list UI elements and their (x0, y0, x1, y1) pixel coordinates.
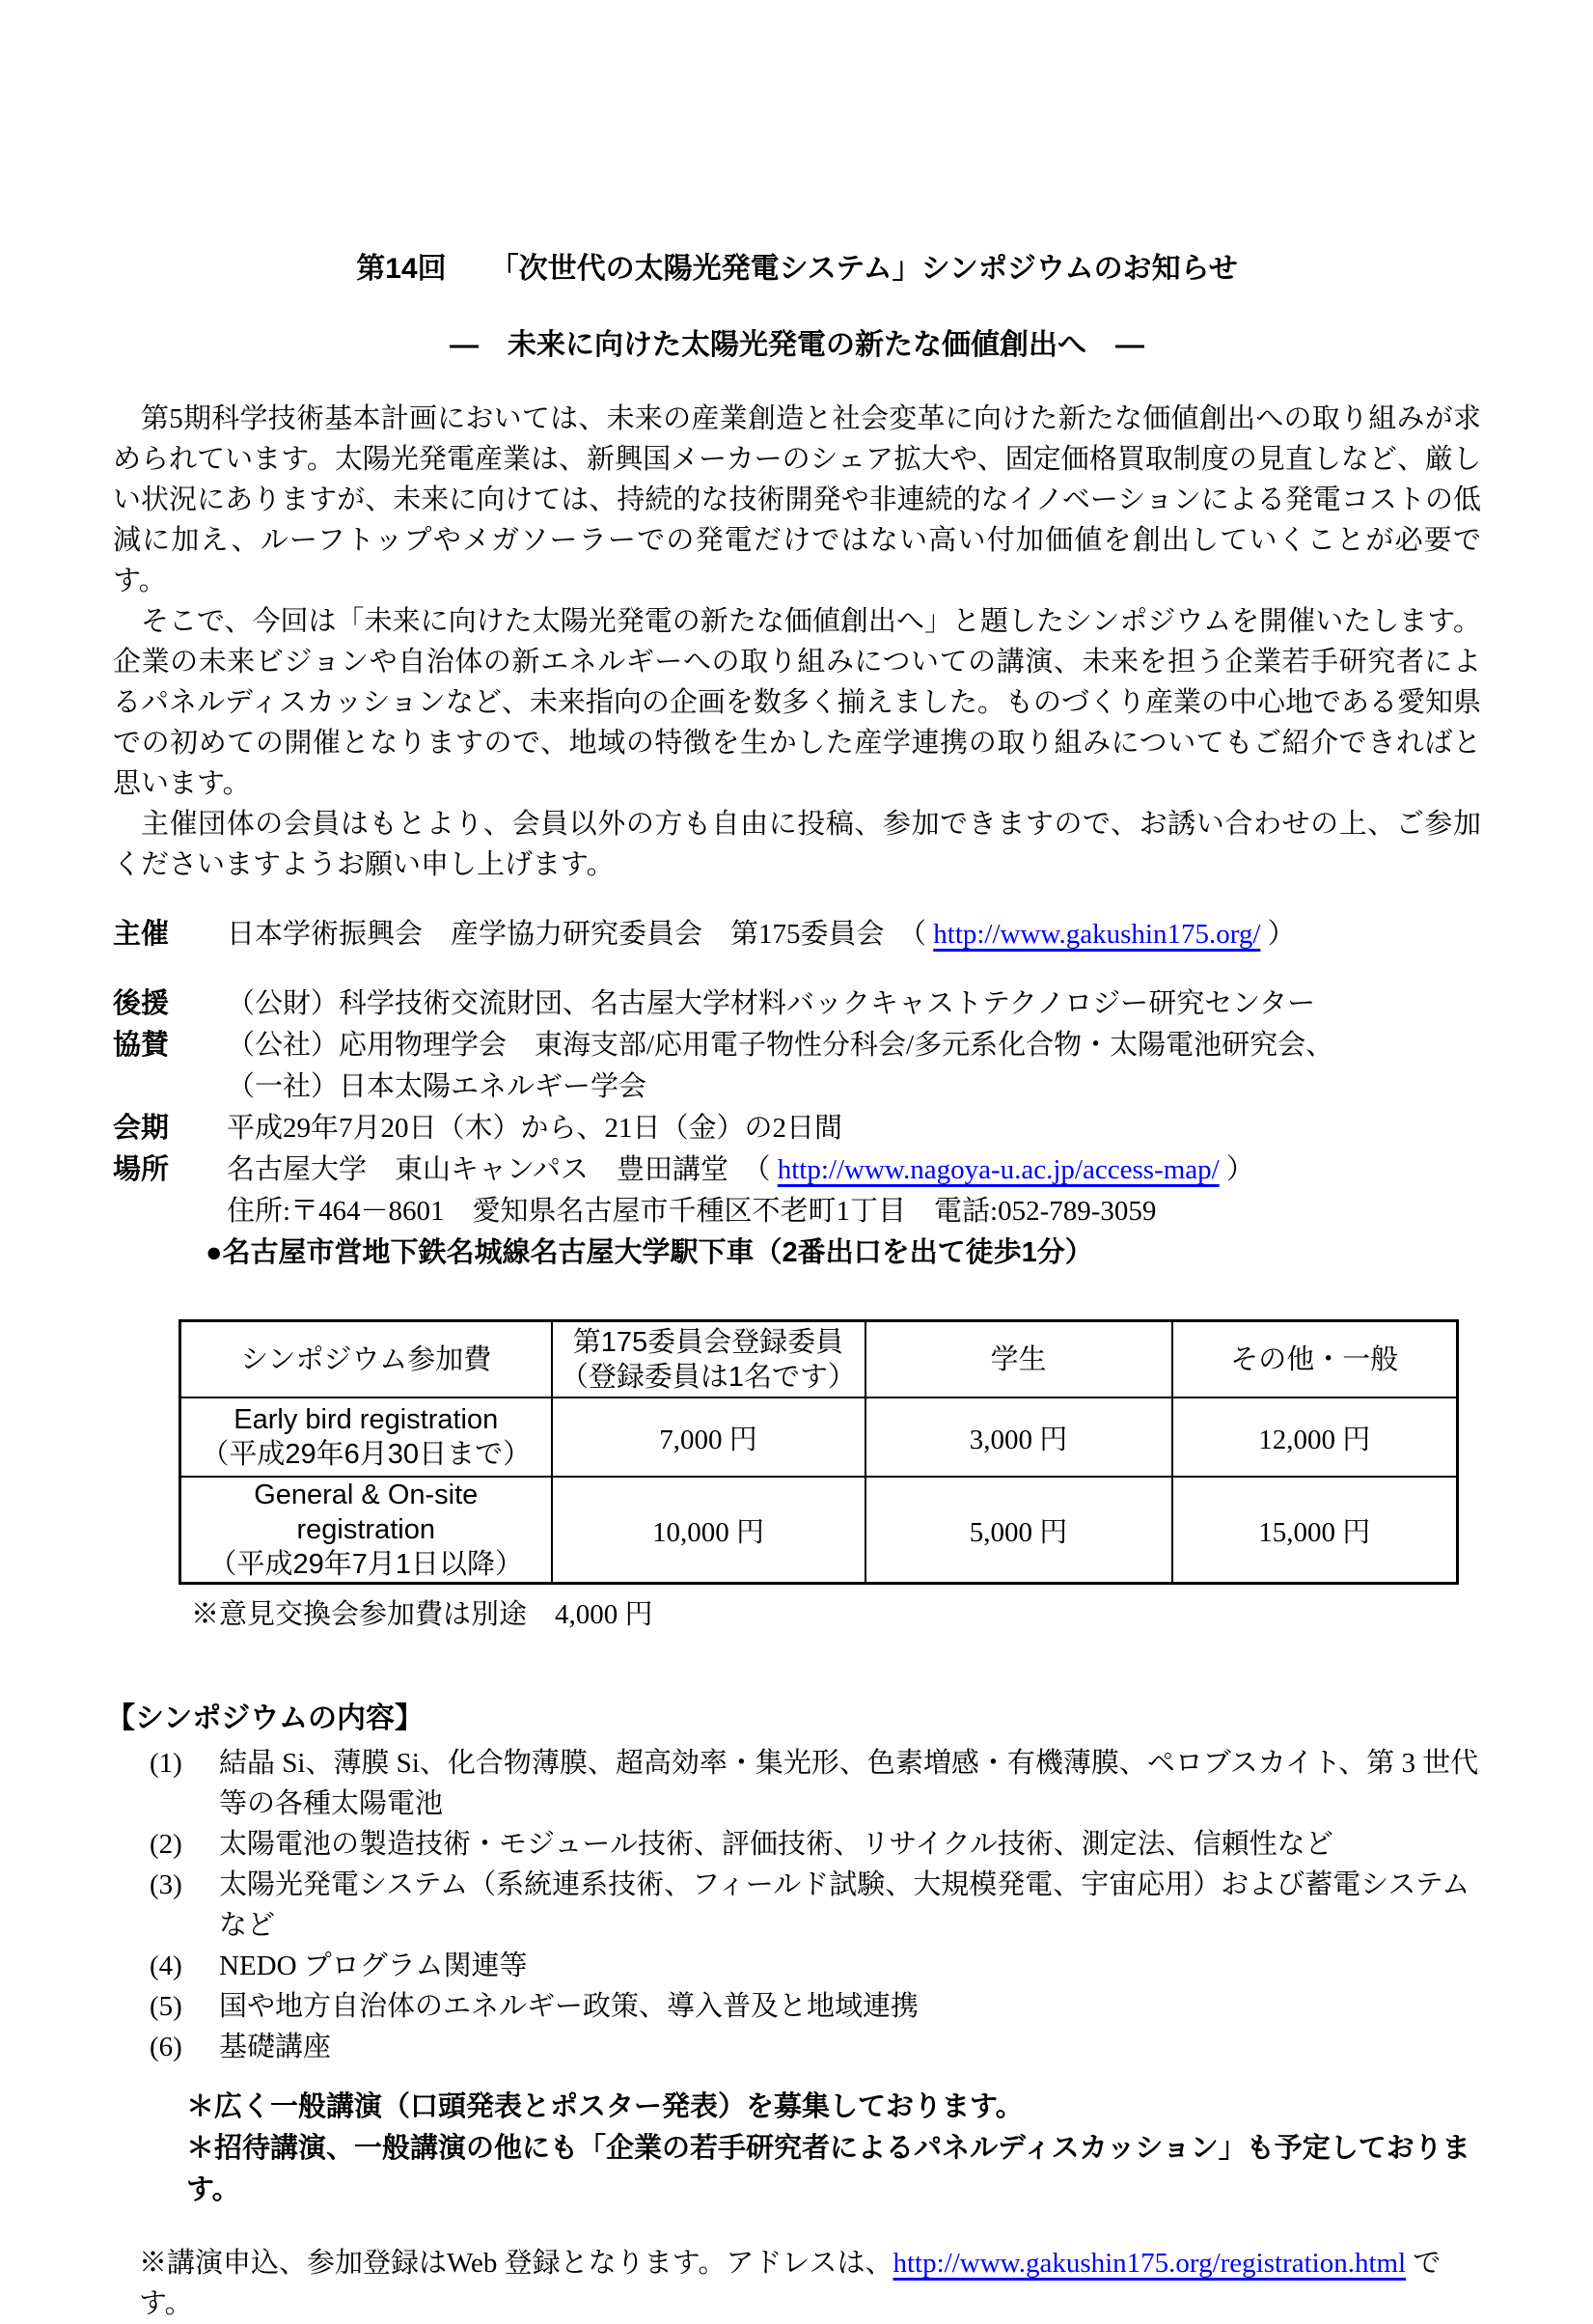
general-onsite-general-fee: 15,000 円 (1172, 1477, 1458, 1584)
symposium-topics-list (113, 1743, 1481, 2067)
registration-text-suffix: です。 (139, 2248, 1442, 2319)
list-item-text: 結晶 Si、薄膜 Si、化合物薄膜、超高効率・集光形、色素増感・有機薄膜、ペロブスカイト、第 3 世代等の各種太陽電池 (219, 1748, 1479, 1819)
symposium-contents-heading: 【シンポジウムの内容】 (106, 1702, 424, 1734)
venue-address: 住所:〒464－8601 愛知県名古屋市千種区不老町1丁目 電話:052-789-3059 (227, 1196, 1157, 1227)
list-item-text: 太陽電池の製造技術・モジュール技術、評価技術、リサイクル技術、測定法、信頼性など (219, 1829, 1333, 1860)
host-website-link[interactable]: http://www.gakushin175.org/ (933, 919, 1261, 950)
general-onsite-label (180, 1477, 552, 1584)
intro-section (113, 399, 1481, 885)
fee-header-member-line1: 第175委員会登録委員 (572, 1326, 844, 1358)
sponsor-text-2: （一社）日本太陽エネルギー学会 (227, 1071, 647, 1102)
general-onsite-member-fee: 10,000 円 (552, 1477, 865, 1584)
list-item-text: 基礎講座 (219, 2032, 332, 2062)
early-bird-label (180, 1397, 552, 1477)
list-item-text: NEDO プログラム関連等 (219, 1950, 528, 1981)
sponsor-text-1: （公社）応用物理学会 東海支部/応用電子物性分科会/多元系化合物・太陽電池研究会、 (227, 1030, 1334, 1061)
registration-link[interactable]: http://www.gakushin175.org/registration.html (893, 2248, 1407, 2279)
fee-header-category-text: シンポジウム参加費 (240, 1343, 492, 1375)
fee-row-general-onsite (180, 1477, 1458, 1584)
list-item (113, 1986, 1481, 2027)
list-item-number: (2) (150, 1829, 182, 1860)
list-item-text: 国や地方自治体のエネルギー政策、導入普及と地域連携 (219, 1991, 920, 2022)
registration-note (139, 2243, 1481, 2324)
early-bird-student-fee: 3,000 円 (865, 1397, 1172, 1477)
host-text-suffix: ） (1260, 919, 1296, 950)
intro-paragraph-2: そこで、今回は「未来に向けた太陽光発電の新たな価値創出へ」と題したシンポジウムを開催いたします。企業の未来ビジョンや自治体の新エネルギーへの取り組みについての講演、未来を担う企業若手研究者によるパネルディスカッションなど、未来指向の企画を数多く揃えました。ものづくり産業の中心地である愛知県での初めての開催となりますので、地域の特徴を生かした産学連携の取り組みについてもご紹介できればと思います。 (113, 606, 1481, 799)
fee-header-general: その他・一般 (1172, 1321, 1458, 1398)
general-onsite-label-line2: （平成29年7月1日以降） (208, 1549, 523, 1580)
general-presentation-note: ＊広く一般講演（口頭発表とポスター発表）を募集しております。 (186, 2091, 1024, 2122)
host-content (227, 914, 1481, 955)
fee-header-student: 学生 (865, 1321, 1172, 1398)
fee-header-member-line2: （登録委員は1名です） (560, 1361, 857, 1393)
page-subtitle: ― 未来に向けた太陽光発電の新たな価値創出へ ― (450, 329, 1144, 361)
sponsor-row (113, 1025, 1481, 1066)
fee-table-header-row (180, 1321, 1458, 1398)
venue-content (227, 1149, 1481, 1191)
fee-row-early-bird (180, 1397, 1458, 1477)
intro-paragraph-1: 第5期科学技術基本計画においては、未来の産業創造と社会変革に向けた新たな価値創出への取り組みが求められています。太陽光発電産業は、新興国メーカーのシェア拡大や、固定価格買取制度の見直しなど、厳しい状況にありますが、未来に向けては、持続的な技術開発や非連続的なイノベーションによる発電コストの低減に加え、ルーフトップやメガソーラーでの発電だけではない高い付加価値を創出していくことが必要です。 (113, 403, 1481, 596)
list-item-number: (3) (150, 1869, 182, 1900)
host-text: 日本学術振興会 産学協力研究委員会 第175委員会 （ (227, 919, 934, 950)
early-bird-label-line1: Early bird registration (233, 1404, 499, 1435)
host-row (113, 914, 1481, 955)
list-item-number: (1) (150, 1748, 182, 1779)
list-item (113, 1824, 1481, 1865)
list-item (113, 1946, 1481, 1986)
fee-header-category (180, 1321, 552, 1398)
general-onsite-label-line1: General & On-site registration (254, 1480, 479, 1545)
subway-access-note: ●名古屋市営地下鉄名城線名古屋大学駅下車（2番出口を出て徒歩1分） (206, 1237, 1093, 1268)
venue-text: 名古屋大学 東山キャンパス 豊田講堂 （ (227, 1154, 778, 1185)
sponsor-label: 協賛 (113, 1030, 170, 1061)
event-details-section (113, 914, 1481, 1274)
general-onsite-student-fee: 5,000 円 (865, 1477, 1172, 1584)
dates-label: 会期 (113, 1113, 170, 1144)
early-bird-member-fee: 7,000 円 (552, 1397, 865, 1477)
fee-header-member (552, 1321, 865, 1398)
panel-discussion-note: ＊招待講演、一般講演の他にも「企業の若手研究者によるパネルディスカッション」も予定しております。 (186, 2133, 1470, 2205)
registration-text: ※講演申込、参加登録はWeb 登録となります。アドレスは、 (139, 2248, 893, 2279)
support-row (113, 983, 1481, 1025)
list-item (113, 1743, 1481, 1824)
support-text: （公財）科学技術交流財団、名古屋大学材料バックキャストテクノロジー研究センター (227, 988, 1316, 1019)
list-item-text: 太陽光発電システム（系統連系技術、フィールド試験、大規模発電、宇宙応用）および蓄電システムなど (219, 1869, 1470, 1941)
host-label: 主催 (113, 919, 170, 950)
early-bird-label-line2: （平成29年6月30日まで） (201, 1439, 532, 1470)
list-item (113, 2027, 1481, 2067)
early-bird-general-fee: 12,000 円 (1172, 1397, 1458, 1477)
venue-label: 場所 (113, 1154, 170, 1185)
fee-table-note: ※意見交換会参加費は別途 4,000 円 (191, 1599, 653, 1630)
venue-row (113, 1149, 1481, 1191)
venue-map-link[interactable]: http://www.nagoya-u.ac.jp/access-map/ (777, 1154, 1220, 1185)
support-label: 後援 (113, 988, 170, 1019)
dates-text: 平成29年7月20日（木）から、21日（金）の2日間 (227, 1113, 843, 1144)
dates-row (113, 1108, 1481, 1149)
list-item (113, 1865, 1481, 1946)
fee-table (179, 1319, 1459, 1585)
list-item-number: (6) (150, 2032, 182, 2062)
call-for-papers-notes (186, 2087, 1481, 2211)
intro-paragraph-3: 主催団体の会員はもとより、会員以外の方も自由に投稿、参加できますので、お誘い合わせの上、ご参加くださいますようお願い申し上げます。 (113, 809, 1481, 880)
list-item-number: (4) (150, 1950, 182, 1981)
page-title: 第14回 「次世代の太陽光発電システム」シンポジウムのお知らせ (356, 253, 1238, 285)
list-item-number: (5) (150, 1991, 182, 2022)
venue-text-suffix: ） (1219, 1154, 1254, 1185)
